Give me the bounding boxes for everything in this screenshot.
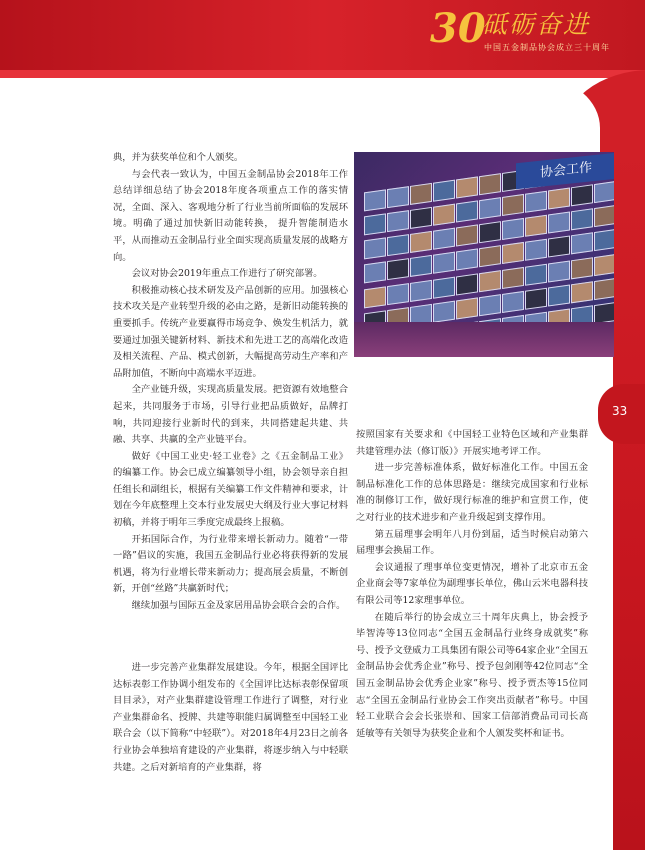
conference-photo [354, 152, 614, 357]
photo-tile [456, 297, 478, 319]
article-column-right [356, 427, 588, 742]
photo-tile [364, 262, 386, 284]
photo-tile [387, 258, 409, 280]
photo-tile [410, 231, 432, 253]
photo-tile [571, 281, 593, 303]
photo-tile [525, 263, 547, 285]
photo-tile [525, 215, 547, 237]
photo-tile [594, 229, 614, 251]
paragraph: 典，并为获奖单位和个人颁奖。 [113, 152, 244, 163]
photo-tile [594, 302, 614, 324]
paragraph: 进一步完善产业集群发展建设。今年，根据全国评比达标表彰工作协调小组发布的《全国评比达标表彰保留项目目录》，对产业集群建设管理工作进行了调整，对行业产业集群命名、授牌、共建等职能归属调整至中国轻工业联合会（以下简称“中轻联”）。对2018年4月23日之前各行业协会单独培育建设的产业集群，将逐步纳入与中轻联共建。之后对新培育的产业集群，将 [113, 662, 348, 773]
photo-tile [525, 191, 547, 213]
article-column-left-bottom [113, 660, 348, 776]
photo-tile [502, 291, 524, 313]
photo-tile [571, 184, 593, 206]
photo-tile [571, 233, 593, 255]
photo-tile [456, 249, 478, 271]
paragraph: 继续加强与国际五金及家居用品协会联合会的合作。 [131, 600, 346, 612]
photo-tile [548, 284, 570, 306]
photo-tile [502, 242, 524, 264]
paragraph: 做好《中国工业史·轻工业卷》之《五金制品工业》的编纂工作。协会已成立编纂领导小组，协会领导亲自担任组长和副组长，根据有关编纂工作文件精神和要求，计划在今年底整理上交本行业发展史大纲及行业大事记材料初稿，并将于明年三季度完成最终上报稿。 [113, 450, 348, 529]
article-column-left-top [113, 150, 348, 615]
photo-tile [594, 205, 614, 227]
photo-tile [594, 278, 614, 300]
photo-tile [502, 218, 524, 240]
photo-tile [364, 189, 386, 211]
photo-tile [433, 276, 455, 298]
header-strip [0, 70, 645, 78]
photo-tile [479, 173, 501, 195]
paragraph: 进一步完善标准体系，做好标准化工作。中国五金制品标准化工作的总体思路是：继续完成国家和行业标准的制修订工作，做好现行标准的维护和宣贯工作，使之对行业的技术进步和产业升级起到支撑作用。 [356, 462, 588, 523]
photo-tile [410, 255, 432, 277]
photo-tile [433, 228, 455, 250]
paragraph: 会议通报了理事单位变更情况，增补了北京市五金企业商会等7家单位为副理事长单位，佛山云米电器科技有限公司等12家理事单位。 [356, 561, 588, 606]
logo-number: 30 [430, 5, 486, 52]
photo-tile [364, 238, 386, 260]
photo-tile [525, 287, 547, 309]
photo-tile [479, 246, 501, 268]
photo-tile [571, 208, 593, 230]
paragraph: 第五届理事会明年八月份到届，适当时候启动第六届理事会换届工作。 [356, 528, 588, 557]
photo-tile [433, 204, 455, 226]
photo-tile [525, 239, 547, 261]
photo-floor [354, 322, 614, 357]
page-number: 33 [612, 404, 628, 418]
photo-tile [410, 207, 432, 229]
photo-tile [479, 197, 501, 219]
paragraph: 全产业链升级，实现高质量发展。把资源有效地整合起来，共同服务于市场，引导行业把品质做好，品牌打响，共同迎接行业新时代的到来，共同搭建起共建、共融、共享、共赢的全产业链平台。 [113, 384, 348, 446]
photo-tile [364, 213, 386, 235]
photo-tile [479, 221, 501, 243]
photo-tile [387, 210, 409, 232]
anniversary-logo [430, 6, 635, 60]
photo-tile [433, 252, 455, 274]
logo-subtitle: 中国五金制品协会成立三十周年 [484, 43, 610, 52]
paragraph: 与会代表一致认为，中国五金制品协会2018年工作总结详细总结了协会2018年度各项重点工作的落实情况，全面、深入、客观地分析了行业当前所面临的发展环境。明确了通过加快新旧动能转换， 提升智能制造水平，从而推动五金制品行业全面实现高质量发展的战略方向。 [113, 168, 348, 263]
photo-tile [387, 234, 409, 256]
photo-tile [479, 294, 501, 316]
photo-tile [479, 270, 501, 292]
paragraph: 积极推动核心技术研发及产品创新的应用。加强核心技术攻关是产业转型升级的必由之路，是新旧动能转换的重要抓手。传统产业要赢得市场竞争、焕发生机活力，就要通过加强关键新材料、新技术和先进工艺的高端化改造及相关流程、产品、模式创新，大幅提高劳动生产率和产品附加值，不断向中高端水平迈进。 [113, 284, 348, 379]
photo-tile [433, 180, 455, 202]
paragraph: 在随后举行的协会成立三十周年庆典上，协会授予毕智涛等13位同志“全国五金制品行业终身成就奖”称号、授予文登威力工具集团有限公司等64家企业“全国五金制品协会优秀企业”称号、授予包剑刚等42位同志“全国五金制品协会优秀企业家”称号、授予贾杰等15位同志“全国五金制品行业协会工作突出贡献者”称号。中国轻工业联合会会长张崇和、国家工信部消费品司司长高延敏等有关领导为获奖企业和个人颁发奖杯和证书。 [356, 611, 588, 739]
photo-tile [410, 183, 432, 205]
paragraph: 按照国家有关要求和《中国轻工业特色区域和产业集群共建管理办法（修订版）》开展实地考评工作。 [356, 429, 588, 457]
photo-tile [456, 225, 478, 247]
photo-tile [548, 236, 570, 258]
photo-tile [571, 257, 593, 279]
photo-tile [548, 188, 570, 210]
photo-tile [502, 266, 524, 288]
photo-banner: 协会工作 [516, 153, 614, 190]
photo-tile [433, 300, 455, 322]
photo-tile [594, 181, 614, 203]
photo-tile [502, 194, 524, 216]
photo-tile [387, 283, 409, 305]
photo-tile [548, 260, 570, 282]
photo-tile [456, 273, 478, 295]
paragraph: 开拓国际合作，为行业带来增长新动力。随着“一带一路”倡议的实施，我国五金制品行业必将获得新的发展机遇，将为行业增长带来新动力；提高展会质量，不断创新，开创“丝路”共赢新时代； [113, 533, 348, 595]
right-edge-band [613, 150, 645, 850]
photo-tile [548, 212, 570, 234]
photo-tile [456, 201, 478, 223]
photo-tile [456, 176, 478, 198]
photo-tile [594, 253, 614, 275]
logo-script: 砥砺奋进 [482, 10, 591, 39]
photo-tile [410, 279, 432, 301]
photo-tile [364, 286, 386, 308]
paragraph: 会议对协会2019年重点工作进行了研究部署。 [131, 268, 323, 280]
photo-tile [387, 186, 409, 208]
